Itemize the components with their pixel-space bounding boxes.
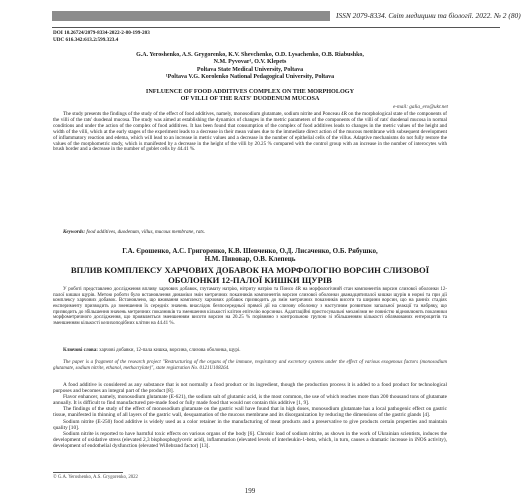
copyright-text: © G.A. Yeroshenko, A.S. Grygorenko, 2022: [53, 475, 138, 480]
authors-ua-line: Г.А. Єрошенко, А.С. Григоренко, К.В. Шевченко, О.Д. Лисаченко, О.Б. Рябушко,: [122, 247, 378, 255]
keywords-en-label: Keywords:: [63, 229, 86, 235]
footnote-rule: [53, 472, 123, 473]
body-paragraph: The findings of the study of the effect of monosodium glutamate on the gastric wall have found that in high doses, monosodium glutamate has a local pathogenic effect on gastric tissue, manifested in thinning of all layers of the gastric wall, desquamation of the mucous membrane and its disorganization by reducing the dimensions of the gastric glands [4].: [53, 406, 447, 419]
title-en: [0, 88, 500, 103]
body-paragraph: Sodium nitrite is reported to have harmful toxic effects on various organs of the body [6]. Chronic load of sodium nitrite, as shown in the work of Ukrainian scientists, induces the development of oxidative stress (elevated 2,3 bisphosphoglyceric acid), inflammation (elevated levels of interleukin-1-beta, which, in turn, causes a dramatic increase in iNOS activity), development of endothelial dysfunction (elevated Willebrand factor) [13].: [53, 430, 447, 449]
abstract-ua: [53, 287, 447, 327]
project-note-text: The paper is a fragment of the research project "Restructuring of the organs of the immune, respiratory and excretory systems under the effect of various exogenous factors (monosodium glutamate, sodium nitrite, ethanol, methacrylate)", state registration No. 0121U108264.: [53, 360, 447, 371]
keywords-ua: [53, 348, 447, 354]
contact-email: e-mail: galia_ero@ukr.net: [392, 104, 448, 110]
title-ua-line: ВПЛИВ КОМПЛЕКСУ ХАРЧОВИХ ДОБАВОК НА МОРФОЛОГІЮ ВОРСИН СЛИЗОВОЇ: [70, 265, 430, 275]
page-number: 199: [244, 487, 256, 495]
udc: UDC 616.342:613.2:599.323.4: [53, 36, 119, 43]
affiliation: ¹Poltava V.G. Korolenko National Pedagogical University, Poltava: [165, 74, 335, 81]
authors-en: [0, 52, 500, 82]
abstract-ua-text: У роботі представлено дослідження впливу харчових добавок, глутамату натрію, нітриту натрію та Понсо 4R на морфологічний стан компонентів ворсин слизової оболонки 12-палої кишки щурів. Метою роботи було встановлення динаміки змін метричних показників компонентів ворсин слизової оболонки дванадцятипалої кишки щурів в нормі та при дії комплексу харчових добавок. Встановлено, що вживання комплексу харчових добавок призводить до змін метричних показників висоти та ширини ворсин, що на ранніх стадіях експерименту призводить до зменшення їх середніх значень внаслідок безпосередньої прямої дії на слизову оболонку з наступним розвитком запальної реакції та набряку, що призводить до збільшення значень метричних показників та зменшення кількості клітин епітелію ворсинки. Адаптаційні пристосувальні механізми не повністю відновлюють показники морфометричного дослідження, що проявляється зменшенням висоти ворсин на 20.25 % порівняно з контрольною групою зі збільшенням кількості облямованих ентероцитів та зменшенням кількості келихоподібних клітин на 44.41 %.: [53, 287, 447, 326]
affiliation: Poltava State Medical University, Poltava: [196, 66, 304, 73]
body-paragraph: Sodium nitrite (E-250) food additive is widely used as a color retainer in the manufacturing of meat products and a preservative to give products certain properties and maintain quality [10].: [53, 418, 447, 431]
authors-ua-line: Н.М. Пивовар, О.В. Клепець: [204, 255, 296, 263]
keywords-en-text: food additives, duodenum, villus, mucous membrane, rats.: [86, 229, 206, 235]
article-body: [53, 382, 447, 449]
article-meta: [53, 30, 353, 43]
doi: DOI 10.26724/2079-8334-2022-2-80-199-203: [53, 30, 150, 36]
title-en-line: OF VILLI OF THE RATS' DUODENUM MUCOSA: [180, 95, 320, 103]
title-ua-line: ОБОЛОНКИ 12-ПАЛОЇ КИШКИ ЩУРІВ: [168, 274, 332, 285]
authors-en-line: G.A. Yeroshenko, A.S. Grygorenko, K.V. Shevchenko, O.D. Lysachenko, O.B. Riabushko,: [136, 52, 364, 58]
abstract-en: [53, 112, 447, 153]
keywords-ua-text: харчові добавки, 12-пала кишка, ворсина, слизова оболонка, щурі.: [99, 348, 241, 353]
authors-ua: [0, 247, 500, 263]
copyright: [53, 475, 138, 480]
journal-issn: ISSN 2079-8334. Світ медицини та біології. 2022. № 2 (80): [330, 7, 527, 25]
keywords-en: [53, 230, 447, 236]
journal-header: [0, 7, 521, 25]
authors-en-line: N.M. Pyvovar¹, O.V. Klepets: [213, 59, 287, 66]
body-paragraph: Flavor enhancer, namely, monosodium glutamate (E-621), the sodium salt of glutamic acid, is the most common, the use of which reaches more than 200 thousand tons of glutamate annually. It is difficult to find manufactured pre-made food or fully made food that would not contain this additive [1, 9].: [53, 394, 447, 407]
body-paragraph: A food additive is considered as any substance that is not normally a food product or its ingredient, though the production process it is added to a food product for technological purposes and becomes an integral part of the product [8].: [53, 382, 447, 395]
title-ua: [0, 266, 500, 285]
project-note: [53, 360, 447, 372]
title-en-line: INFLUENCE OF FOOD ADDITIVES COMPLEX ON THE MORPHOLOGY: [145, 88, 355, 95]
abstract-en-text: The study presents the findings of the study of the effect of food additives, namely, monosodium glutamate, sodium nitrite and Ponceau 4R on the morphological state of the components of the villi of the rats' duodenal mucosa. The study was aimed at establishing the dynamics of changes in the metric parameters of the components of the villi of rats' duodenal mucosa in normal conditions and under the action of the complex of food additives. It has been found that consumption of the complex of food additives leads to changes in the metric values of the height and width of the villi, which at the early stages of the experiment leads to a decrease in their mean values due to the immediate direct action of the mucous membrane with subsequent development of inflammatory reaction and edema, which will lead to an increase in metric values and a decrease in the number of epithelial cells of the villus. Adaptive mechanisms do not fully restore the values of the morphometric study, which is manifested by a decrease in the height of the villi by 20.25 % compared with the control group with an increase in the number of interocytes with brush border and a decrease in the number of goblet cells by 44.41 %.: [53, 111, 447, 153]
header-rule: [52, 27, 500, 28]
keywords-ua-label: Ключові слова:: [63, 348, 98, 353]
